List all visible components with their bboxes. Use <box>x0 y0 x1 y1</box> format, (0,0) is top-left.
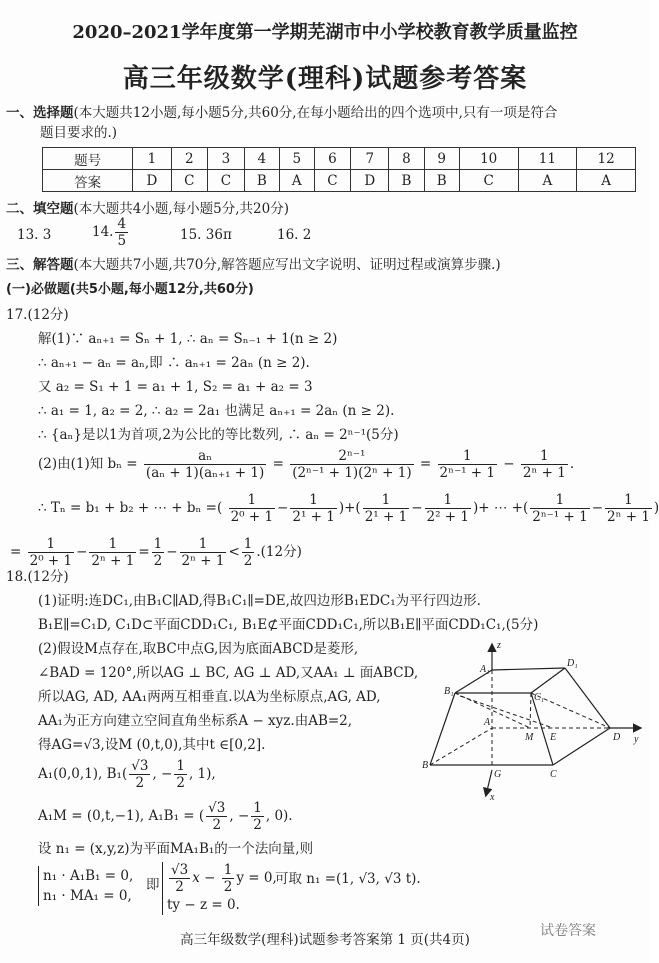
answer-16: 16. 2 <box>277 227 312 243</box>
text: , − <box>229 808 250 824</box>
text: − <box>166 544 178 560</box>
text: = <box>272 456 284 472</box>
text: < <box>228 544 240 560</box>
denominator: 2 <box>153 553 163 569</box>
denominator: (2ⁿ⁻¹ + 1)(2ⁿ + 1) <box>292 465 412 481</box>
numerator: √3 <box>131 758 149 774</box>
point-label: E <box>550 732 557 743</box>
numerator: 1 <box>605 492 652 509</box>
text: )+( <box>338 500 361 516</box>
point-label: C <box>550 769 557 780</box>
q18-line: 得AG=√3,设M (0,t,0),其中t ∈[0,2]. <box>38 737 266 753</box>
text: − <box>411 500 423 516</box>
text: = <box>10 544 22 560</box>
q17-line: ∴ {aₙ}是以1为首项,2为公比的等比数列, ∴ aₙ = 2ⁿ⁻¹(5分) <box>38 427 399 443</box>
question-number: 6 <box>314 148 351 170</box>
text: ) <box>653 500 659 516</box>
numerator: 1 <box>253 800 262 816</box>
question-number: 7 <box>351 148 389 170</box>
point-label: B <box>422 760 429 771</box>
denominator: 2 <box>243 553 253 569</box>
q17-title: 17.(12分) <box>6 307 69 323</box>
q17-line: ∴ a₁ = 1, a₂ = 2, ∴ a₂ = 2a₁ 也满足 aₙ₊₁ = 2aₙ (n ≥ 2). <box>38 403 395 419</box>
point-label: A₁ <box>480 664 490 675</box>
text: (2)由(1)知 bₙ = <box>38 456 138 472</box>
numerator: 1 <box>180 536 227 553</box>
text: ∴ Tₙ = b₁ + b₂ + ⋯ + bₙ =( <box>38 500 223 516</box>
watermark-logo: 试卷答案 <box>540 923 596 939</box>
numerator: 4 <box>117 216 127 232</box>
equation: n₁ · A₁B₁ = 0, <box>43 868 134 884</box>
denominator: 2 <box>175 879 184 895</box>
question-number: 8 <box>389 148 424 170</box>
ji: 即 <box>146 877 160 893</box>
text: = <box>138 544 150 560</box>
page-title: 高三年级数学(理科)试题参考答案 <box>122 64 528 94</box>
denominator: 2² + 1 <box>426 509 469 525</box>
numerator: 2ⁿ⁻¹ <box>290 448 413 465</box>
answer-cell: C <box>459 170 518 192</box>
text: , − <box>152 766 173 782</box>
text: )+ ⋯ +( <box>472 500 529 516</box>
section1-desc-cont: 题目要求的.) <box>40 125 118 141</box>
section-desc: (本大题共7小题,共70分,解答题应写出文字说明、证明过程或演算步骤.) <box>73 257 501 273</box>
page-footer: 高三年级数学(理科)试题参考答案第 1 页(共4页) <box>180 932 470 948</box>
question-number: 9 <box>424 148 459 170</box>
numerator: 1 <box>229 492 275 509</box>
equation: ty − z = 0. <box>167 897 240 913</box>
answer-cell: B <box>389 170 424 192</box>
numerator: √3 <box>171 862 189 878</box>
answer-cell: B <box>424 170 459 192</box>
answer-cell: A <box>279 170 314 192</box>
text: − <box>277 500 289 516</box>
point-label: A <box>484 717 491 728</box>
denominator: 2ⁿ⁻¹ + 1 <box>439 465 495 481</box>
numerator: 1 <box>530 492 589 509</box>
q18-line: AA₁为正方向建立空间直角坐标系A − xyz.由AB=2, <box>38 713 353 729</box>
q18-line: ∠BAD = 120°,所以AG ⊥ BC, AG ⊥ AD,又AA₁ ⊥ 面ABCD, <box>38 665 419 681</box>
q17-line: 解(1)∵ aₙ₊₁ = Sₙ + 1, ∴ aₙ = Sₙ₋₁ + 1(n ≥ 2) <box>38 331 338 347</box>
question-number: 1 <box>133 148 171 170</box>
point-label: M <box>525 732 534 743</box>
text: − <box>591 500 603 516</box>
point-label: D <box>613 732 621 743</box>
question-number: 5 <box>279 148 314 170</box>
numerator: 1 <box>363 492 409 509</box>
text: A₁M = (0,t,−1), A₁B₁ = ( <box>38 808 205 824</box>
point-label: C₁ <box>534 692 545 703</box>
section-title: 三、解答题 <box>6 257 74 273</box>
axis-label: y <box>634 734 639 745</box>
q18-title: 18.(12分) <box>6 569 69 585</box>
text: .(12分) <box>256 544 302 560</box>
point-label: B₁ <box>444 686 454 697</box>
q18-line: 所以AG, AD, AA₁两两互相垂直.以A为坐标原点,AG, AD, <box>38 689 381 705</box>
question-number: 10 <box>459 148 518 170</box>
numerator: 1 <box>425 492 471 509</box>
numerator: 1 <box>521 448 568 465</box>
denominator: 2 <box>223 879 233 895</box>
answer-15: 15. 36π <box>180 227 232 243</box>
q17-line: 又 a₂ = S₁ + 1 = a₁ + 1, S₂ = a₁ + a₂ = 3 <box>38 379 313 395</box>
subsection-heading: (一)必做题(共5小题,每小题12分,共60分) <box>6 282 254 297</box>
denominator: 2¹ + 1 <box>364 509 408 525</box>
section-desc: (本大题共12小题,每小题5分,共60分,在每小题给出的四个选项中,只有一项是符合 <box>73 105 558 121</box>
denominator: 2ⁿ + 1 <box>607 509 650 525</box>
section-title: 二、填空题 <box>6 201 74 217</box>
q18-line: (2)假设M点存在,取BC中点G,因为底面ABCD是菱形, <box>38 641 359 657</box>
numerator: 1 <box>153 536 163 552</box>
denominator: 2 <box>135 775 145 791</box>
numerator: 1 <box>176 758 185 774</box>
denominator: 2ⁿ + 1 <box>522 465 566 481</box>
q18-line: B₁E∥=C₁D, C₁D⊂平面CDD₁C₁, B₁E⊄平面CDD₁C₁,所以B₁E∥平面CDD₁C₁,(5分) <box>38 617 539 633</box>
answer-cell: B <box>244 170 279 192</box>
exam-header: 2020–2021学年度第一学期芜湖市中小学校教育教学质量监控 <box>72 22 578 43</box>
numerator: 1 <box>223 862 233 878</box>
q18-line: 设 n₁ = (x,y,z)为平面MA₁B₁的一个法向量,则 <box>38 841 314 857</box>
row-label: 题号 <box>43 148 133 170</box>
question-number: 3 <box>208 148 245 170</box>
denominator: 2⁰ + 1 <box>29 553 73 569</box>
numerator: 1 <box>243 536 253 552</box>
axis-label: x <box>490 792 495 803</box>
text: − <box>503 456 515 472</box>
text: . <box>569 456 575 472</box>
question-number: 11 <box>518 148 577 170</box>
point-label: G <box>494 769 502 780</box>
point-label: D₁ <box>567 658 578 669</box>
equation: n₁ · MA₁ = 0, <box>43 888 132 904</box>
section-title: 一、选择题 <box>6 105 74 121</box>
numerator: 1 <box>290 492 336 509</box>
denominator: 2ⁿ⁻¹ + 1 <box>532 509 588 525</box>
answer-13: 13. 3 <box>17 227 52 243</box>
text: y = 0, <box>236 870 277 886</box>
numerator: 1 <box>438 448 497 465</box>
denominator: 2⁰ + 1 <box>230 509 274 525</box>
text: − <box>76 544 88 560</box>
numerator: 1 <box>89 536 136 553</box>
text: = <box>419 456 432 472</box>
question-number: 12 <box>577 148 636 170</box>
denominator: 2¹ + 1 <box>292 509 335 525</box>
denominator: 2 <box>253 817 262 833</box>
row-label: 答案 <box>43 170 133 192</box>
numerator: √3 <box>208 800 226 816</box>
denominator: 5 <box>117 233 127 249</box>
text: A₁(0,0,1), B₁( <box>38 766 128 782</box>
denominator: (aₙ + 1)(aₙ₊₁ + 1) <box>145 465 265 481</box>
q18-line: (1)证明:连DC₁,由B₁C∥AD,得B₁C₁∥=DE,故四边形B₁EDC₁为平行四边形. <box>38 593 481 609</box>
label: 14. <box>92 224 114 240</box>
denominator: 2 <box>176 775 185 791</box>
section-desc: (本大题共4小题,每小题5分,共20分) <box>73 201 289 217</box>
q18-conclusion: 可取 n₁ =(1, √3, √3 t). <box>275 871 421 887</box>
answer-cell: C <box>208 170 245 192</box>
denominator: 2ⁿ + 1 <box>91 553 135 569</box>
q17-line: ∴ aₙ₊₁ − aₙ = aₙ,即 ∴ aₙ₊₁ = 2aₙ (n ≥ 2). <box>38 355 310 371</box>
question-number: 2 <box>171 148 208 170</box>
text: , 0). <box>265 808 293 824</box>
text: , 1), <box>188 766 216 782</box>
answer-cell: C <box>171 170 208 192</box>
answer-cell: A <box>518 170 577 192</box>
axis-label: z <box>497 640 501 651</box>
answer-cell: D <box>133 170 171 192</box>
question-number: 4 <box>244 148 279 170</box>
equation: $\frac{√3}{2}$ x − $\frac{1}{2}$ y = 0, <box>171 862 277 895</box>
numerator: aₙ <box>144 448 266 465</box>
answer-cell: D <box>351 170 389 192</box>
denominator: 2 <box>212 817 222 833</box>
answer-cell: C <box>314 170 351 192</box>
numerator: 1 <box>28 536 74 553</box>
denominator: 2ⁿ + 1 <box>181 553 225 569</box>
answer-cell: A <box>577 170 636 192</box>
